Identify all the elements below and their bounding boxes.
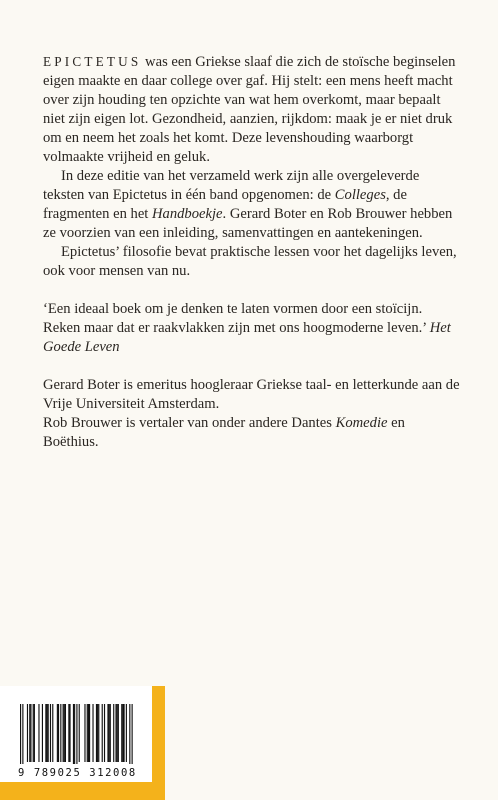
barcode-bar <box>115 704 116 762</box>
barcode-bar <box>113 704 114 762</box>
barcode-bar <box>107 704 108 762</box>
barcode-bar <box>76 704 77 764</box>
barcode-bar <box>98 704 99 762</box>
author-bio-brouwer: Rob Brouwer is vertaler van onder andere Dantes Komedie en Boëthius. <box>43 415 405 450</box>
barcode-bar <box>20 704 21 764</box>
barcode-bar <box>97 704 98 762</box>
barcode-bar <box>92 704 93 762</box>
barcode-bar <box>57 704 58 762</box>
barcode-bar <box>33 704 34 762</box>
author-bio-boter: Gerard Boter is emeritus hoogleraar Griekse taal- en letterkunde aan de Vrije Universiteit Amsterdam. <box>43 377 460 412</box>
barcode-bar <box>118 704 119 762</box>
barcode-area <box>0 686 152 782</box>
author-name: EPICTETUS <box>43 54 142 69</box>
quote-text: ‘Een ideaal boek om je denken te laten vormen door een stoïcijn. Reken maar dat er raakvlakken zijn met ons hoogmoderne leven.’ <box>43 301 430 336</box>
barcode-bar <box>96 704 97 762</box>
barcode-bar <box>52 704 53 762</box>
barcode-bar <box>63 704 64 762</box>
barcode-bar <box>68 704 69 762</box>
title-handboekje: Handboekje <box>152 206 223 222</box>
review-quote <box>43 300 463 357</box>
barcode-bar <box>121 704 122 762</box>
barcode-bar <box>129 704 130 764</box>
barcode-bar <box>22 704 23 764</box>
title-colleges: Colleges <box>334 187 386 203</box>
barcode-bar <box>87 704 88 762</box>
barcode-bar <box>29 704 30 762</box>
back-cover-text <box>43 52 463 452</box>
barcode-bar <box>48 704 49 762</box>
intro-paragraph <box>43 52 463 167</box>
edition-paragraph: In deze editie van het verzameld werk zijn alle overgeleverde teksten van Epictetus in één band opgenomen: de Colleges, de fragmenten en het Handboekje. Gerard Boter en Rob Brouwer hebben ze voorzien van een inleiding, samenvattingen en aantekeningen. <box>43 168 453 241</box>
barcode-bar <box>38 704 39 762</box>
barcode-bar <box>27 704 28 762</box>
barcode-bar <box>64 704 65 762</box>
barcode-bar <box>30 704 31 762</box>
barcode-bar <box>79 704 80 762</box>
barcode-bar <box>46 704 47 762</box>
philosophy-paragraph: Epictetus’ filosofie bevat praktische lessen voor het dagelijks leven, ook voor mensen van nu. <box>43 244 457 279</box>
barcode-bar <box>74 704 75 764</box>
quote-source: Het Goede Leven <box>43 320 451 355</box>
barcode-panel <box>0 686 165 800</box>
intro-text: was een Griekse slaaf die zich de stoïsche beginselen eigen maakte en daar college over gaf. Hij stelt: een mens heeft macht over zijn houding ten opzichte van wat hem overkomt, maar bepaalt niet zijn eigen lot. Gezondheid, aanzien, rijkdom: maak je er niet druk om en neem het zoals het komt. Deze levenshouding waarborgt volmaakte vrijheid en geluk. <box>43 54 456 165</box>
barcode-bar <box>58 704 59 762</box>
barcode-bar <box>124 704 125 762</box>
barcode-bar <box>110 704 111 762</box>
barcode-bar <box>65 704 66 762</box>
barcode-bar <box>73 704 74 764</box>
barcode-bar <box>42 704 43 762</box>
barcode-bar <box>60 704 61 762</box>
barcode-bar <box>84 704 85 762</box>
barcode-bar <box>45 704 46 762</box>
barcode-bar <box>126 704 127 762</box>
barcode-bar <box>50 704 51 762</box>
barcode-bar <box>89 704 90 762</box>
isbn-number: 9 789025 312008 <box>18 767 137 779</box>
barcode-bar <box>117 704 118 762</box>
barcode-bar <box>122 704 123 762</box>
barcode-bar <box>102 704 103 762</box>
barcode-bar <box>88 704 89 762</box>
barcode-bar <box>104 704 105 762</box>
barcode-bar <box>69 704 70 762</box>
barcode <box>20 704 134 764</box>
barcode-bar <box>34 704 35 762</box>
title-komedie: Komedie <box>335 415 388 431</box>
barcode-bar <box>132 704 133 764</box>
barcode-bar <box>109 704 110 762</box>
